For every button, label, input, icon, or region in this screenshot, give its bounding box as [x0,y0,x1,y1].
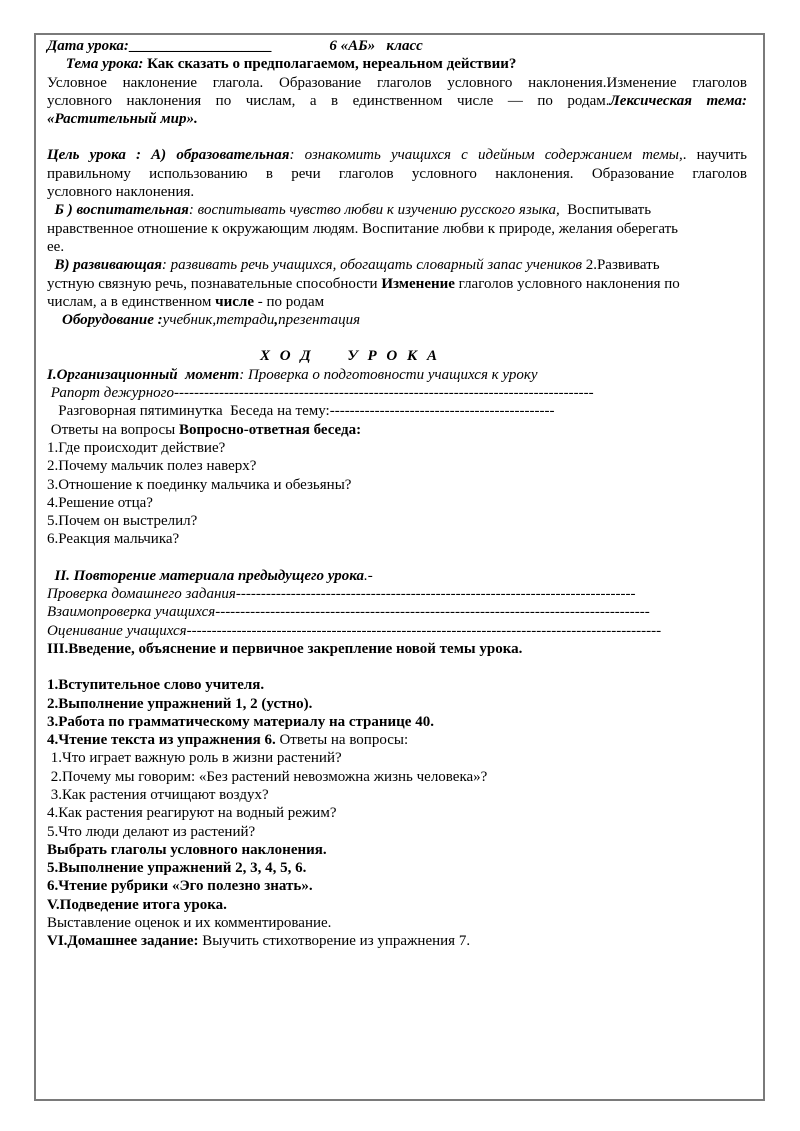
section-6-text: Выучить стихотворение из упражнения 7. [198,933,471,950]
step-5: 5.Выполнение упражнений 2, 3, 4, 5, 6. [47,860,307,877]
goal-a-rest: . научить [682,147,748,164]
section-6-line [47,932,747,950]
goal-b-rest: Воспитывать [559,202,652,219]
step-1: 1.Вступительное слово учителя. [47,677,265,694]
topic-line-2 [47,92,747,110]
step-4: 4.Чтение текста из упражнения 6. Ответы на вопросы: [47,732,409,749]
goal-c-rest: 2.Развивать [581,257,660,274]
goal-a-label: Цель урока : А) образовательная [47,147,290,164]
step-6: 6.Чтение рубрики «Эго полезно знать». [47,878,313,895]
section-1-text: : Проверка о подготовности учащихся к уроку [239,366,538,383]
topic-title-line [47,55,747,73]
date-label: Дата урока: [47,38,129,54]
question-3: 3.Отношение к поединку мальчика и обезьяны? [47,476,352,493]
goal-b-text: : воспитывать чувство любви к изучению русского языка, [188,202,560,219]
goal-c-line-1 [47,256,747,274]
raport-line: Рапорт дежурного------------------------------------------------------------------------------------ [47,385,594,402]
section-2-line: II. Повторение материала предыдущего урока.- [54,567,373,584]
goal-a-text: : ознакомить учащихся с идейным содержанием темы, [289,147,683,164]
section-5-text: Выставление оценок и их комментирование. [47,915,332,932]
goal-a-line-2: правильному использованию в речи глаголов условного наклонения. Образование глаголов [47,165,747,182]
goal-b-line-1 [47,201,747,219]
step-2: 2.Выполнение упражнений 1, 2 (устно). [47,695,313,712]
question-5: 5.Почем он выстрелил? [47,513,198,530]
step-3: 3.Работа по грамматическому материалу на странице 40. [47,713,434,730]
question-4: 4.Решение отца? [47,494,153,511]
equipment-label: Оборудование : [62,312,163,329]
goal-a-line-1 [47,146,747,164]
equipment-b: презентация [278,312,361,329]
goal-b-line-2: нравственное отношение к окружающим людям. Воспитание любви к природе, желания оберегать [47,220,678,237]
topic-line-1: Условное наклонение глагола. Образование глаголов условного наклонения.Изменение глаголов [47,74,747,91]
goal-c-line-2: устную связную речь, познавательные способности Изменение глаголов условного наклонения по [47,275,680,292]
goal-a-line-3: условного наклонения. [47,184,195,201]
answers-line: Ответы на вопросы Вопросно-ответная беседа: [47,421,362,438]
peer-check-line: Взаимопроверка учащихся--------------------------------------------------------------------------------------- [47,604,650,621]
header-line [47,37,747,55]
talk-line: Разговорная пятиминутка Беседа на тему:--------------------------------------------- [47,403,555,420]
course-heading: Х О Д У Р О К А [260,348,440,365]
lexical-topic: «Растительный мир». [47,111,198,128]
section-6-label: VI.Домашнее задание: [47,933,199,950]
goal-b-label: Б ) воспитательная [54,202,189,219]
goal-b-line-3: ее. [47,238,65,255]
date-blank: ___________________ [128,38,272,54]
topic-line-2-text: условного наклонения по числам, а в единственном числе — по родам. [47,92,610,109]
goal-c-line-3: числам, а в единственном числе - по родам [47,293,325,310]
class-label: класс [386,38,423,54]
goal-c-bold-1: Изменение [381,275,455,292]
text-question-2: 2.Почему мы говорим: «Без растений невозможна жизнь человека»? [47,768,488,785]
text-question-5: 5.Что люди делают из растений? [47,823,256,840]
section-5-heading: V.Подведение итога урока. [47,896,227,913]
equipment-a: учебник,тетради [162,312,275,329]
text-question-3: 3.Как растения отчищают воздух? [47,786,269,803]
question-2: 2.Почему мальчик полез наверх? [47,458,257,475]
equipment-line: Оборудование :учебник,тетради,презентация [62,312,361,329]
topic-label: Тема урока: [65,56,144,73]
section-1-label: I.Организационный момент [47,366,240,383]
class-name: 6 «АБ» [329,38,376,54]
question-1: 1.Где происходит действие? [47,439,226,456]
goal-c-text: : развивать речь учащихся, обогащать словарный запас учеников [161,257,582,274]
goal-c-bold-2: числе [215,293,254,310]
homework-check-line: Проверка домашнего задания-------------------------------------------------------------------------------- [47,586,636,603]
topic-title: Как сказать о предполагаемом, нереальном действии? [147,56,517,73]
question-6: 6.Реакция мальчика? [47,531,180,548]
goal-c-label: В) развивающая [54,257,162,274]
lexical-topic-label: Лексическая тема: [609,92,747,109]
lesson-plan [47,37,747,951]
grading-line: Оценивание учащихся----------------------------------------------------------------------------------------------- [47,622,662,639]
section-2-label: II. Повторение материала предыдущего урока [54,567,364,584]
answers-bold: Вопросно-ответная беседа: [178,421,362,438]
text-question-1: 1.Что играет важную роль в жизни растений? [47,750,342,767]
select-verbs: Выбрать глаголы условного наклонения. [47,841,327,858]
section-3-heading: III.Введение, объяснение и первичное закрепление новой темы урока. [47,640,523,657]
section-1-line [47,366,747,384]
text-question-4: 4.Как растения реагируют на водный режим? [47,805,337,822]
